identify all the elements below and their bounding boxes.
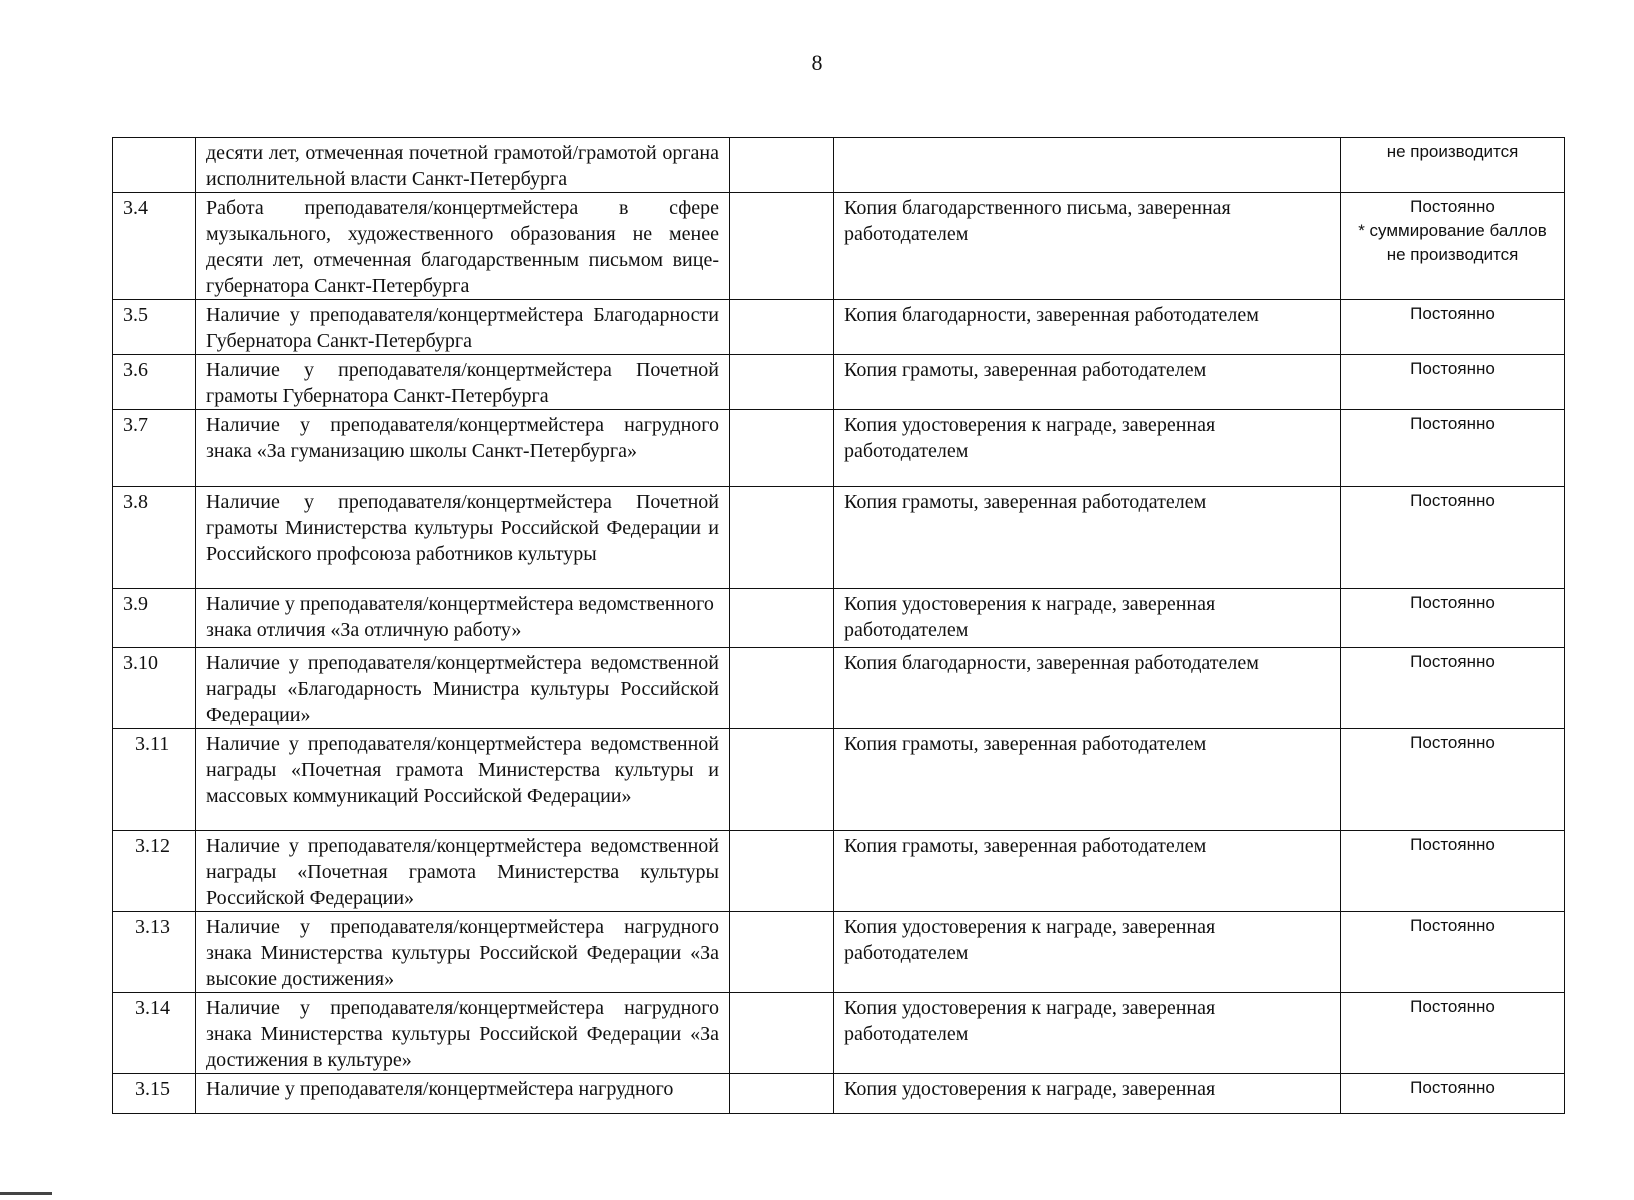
criterion-description: Наличие у преподавателя/концертмейстера ведомственной награды «Благодарность Министра культуры Российской Федерации» <box>196 648 730 729</box>
validity-period <box>1341 300 1565 355</box>
page-number: 8 <box>811 50 823 75</box>
criteria-table <box>112 137 1565 1114</box>
criterion-number: 3.15 <box>113 1074 196 1114</box>
table-row <box>113 831 1565 912</box>
confirming-document: Копия удостоверения к награде, заверенная работодателем <box>834 589 1341 648</box>
validity-period-line: Постоянно <box>1410 593 1495 612</box>
confirming-document: Копия благодарности, заверенная работодателем <box>834 648 1341 729</box>
validity-period-line: Постоянно <box>1410 359 1495 378</box>
criterion-description: Наличие у преподавателя/концертмейстера ведомственной награды «Почетная грамота Министерства культуры и массовых коммуникаций Российской Федерации» <box>196 729 730 831</box>
validity-period <box>1341 912 1565 993</box>
criterion-number: 3.11 <box>113 729 196 831</box>
table-row <box>113 300 1565 355</box>
criterion-number: 3.9 <box>113 589 196 648</box>
confirming-document: Копия благодарности, заверенная работодателем <box>834 300 1341 355</box>
validity-period <box>1341 1074 1565 1114</box>
points-cell <box>730 993 834 1074</box>
table-row <box>113 1074 1565 1114</box>
validity-period-note: * суммирование баллов <box>1358 221 1547 240</box>
points-cell <box>730 648 834 729</box>
criterion-description: Наличие у преподавателя/концертмейстера нагрудного знака Министерства культуры Российской Федерации «За достижения в культуре» <box>196 993 730 1074</box>
table-row <box>113 138 1565 193</box>
criterion-number: 3.8 <box>113 487 196 589</box>
table-row <box>113 993 1565 1074</box>
points-cell <box>730 729 834 831</box>
criterion-description: Работа преподавателя/концертмейстера в сфере музыкального, художественного образования не менее десяти лет, отмеченная благодарственным письмом вице-губернатора Санкт-Петербурга <box>196 193 730 300</box>
criteria-table-body <box>113 138 1565 1114</box>
validity-period <box>1341 831 1565 912</box>
criterion-number: 3.14 <box>113 993 196 1074</box>
table-row <box>113 193 1565 300</box>
points-cell <box>730 1074 834 1114</box>
points-cell <box>730 355 834 410</box>
table-row <box>113 589 1565 648</box>
validity-period <box>1341 589 1565 648</box>
criterion-number: 3.4 <box>113 193 196 300</box>
validity-period <box>1341 410 1565 487</box>
validity-period <box>1341 487 1565 589</box>
table-row <box>113 487 1565 589</box>
validity-period <box>1341 648 1565 729</box>
points-cell <box>730 912 834 993</box>
criterion-description: Наличие у преподавателя/концертмейстера Благодарности Губернатора Санкт-Петербурга <box>196 300 730 355</box>
validity-period-line: Постоянно <box>1410 652 1495 671</box>
table-row <box>113 729 1565 831</box>
table-row <box>113 355 1565 410</box>
validity-period-line: Постоянно <box>1410 491 1495 510</box>
validity-period <box>1341 355 1565 410</box>
validity-period-line: Постоянно <box>1410 304 1495 323</box>
confirming-document: Копия грамоты, заверенная работодателем <box>834 729 1341 831</box>
points-cell <box>730 831 834 912</box>
criterion-number: 3.6 <box>113 355 196 410</box>
points-cell <box>730 589 834 648</box>
validity-period-line: Постоянно <box>1410 197 1495 216</box>
criterion-number: 3.7 <box>113 410 196 487</box>
confirming-document: Копия грамоты, заверенная работодателем <box>834 487 1341 589</box>
confirming-document: Копия грамоты, заверенная работодателем <box>834 355 1341 410</box>
points-cell <box>730 300 834 355</box>
validity-period <box>1341 193 1565 300</box>
criterion-description: Наличие у преподавателя/концертмейстера Почетной грамоты Министерства культуры Российской Федерации и Российского профсоюза работников культуры <box>196 487 730 589</box>
validity-period-line: Постоянно <box>1410 916 1495 935</box>
points-cell <box>730 410 834 487</box>
table-row <box>113 410 1565 487</box>
validity-period-line: Постоянно <box>1410 414 1495 433</box>
confirming-document: Копия удостоверения к награде, заверенная работодателем <box>834 410 1341 487</box>
criterion-number <box>113 138 196 193</box>
criterion-description: Наличие у преподавателя/концертмейстера ведомственной награды «Почетная грамота Министерства культуры Российской Федерации» <box>196 831 730 912</box>
criterion-description: десяти лет, отмеченная почетной грамотой/грамотой органа исполнительной власти Санкт-Петербурга <box>196 138 730 193</box>
validity-period-note: не производится <box>1386 245 1519 264</box>
validity-period <box>1341 993 1565 1074</box>
points-cell <box>730 487 834 589</box>
confirming-document: Копия удостоверения к награде, заверенная работодателем <box>834 912 1341 993</box>
criterion-description: Наличие у преподавателя/концертмейстера нагрудного <box>196 1074 730 1114</box>
criterion-number: 3.5 <box>113 300 196 355</box>
criterion-number: 3.10 <box>113 648 196 729</box>
validity-period-line: Постоянно <box>1410 997 1495 1016</box>
table-row <box>113 648 1565 729</box>
table-row <box>113 912 1565 993</box>
criterion-description: Наличие у преподавателя/концертмейстера Почетной грамоты Губернатора Санкт-Петербурга <box>196 355 730 410</box>
validity-period <box>1341 138 1565 193</box>
criterion-number: 3.12 <box>113 831 196 912</box>
points-cell <box>730 193 834 300</box>
validity-period-line: Постоянно <box>1410 1078 1495 1097</box>
points-cell <box>730 138 834 193</box>
confirming-document: Копия благодарственного письма, заверенная работодателем <box>834 193 1341 300</box>
criterion-number: 3.13 <box>113 912 196 993</box>
validity-period-line: Постоянно <box>1410 733 1495 752</box>
criterion-description: Наличие у преподавателя/концертмейстера нагрудного знака «За гуманизацию школы Санкт-Петербурга» <box>196 410 730 487</box>
confirming-document: Копия грамоты, заверенная работодателем <box>834 831 1341 912</box>
validity-period-line: Постоянно <box>1410 835 1495 854</box>
confirming-document: Копия удостоверения к награде, заверенная <box>834 1074 1341 1114</box>
validity-period <box>1341 729 1565 831</box>
confirming-document: Копия удостоверения к награде, заверенная работодателем <box>834 993 1341 1074</box>
scan-edge-mark <box>0 1192 52 1195</box>
confirming-document <box>834 138 1341 193</box>
criterion-description: Наличие у преподавателя/концертмейстера нагрудного знака Министерства культуры Российской Федерации «За высокие достижения» <box>196 912 730 993</box>
criterion-description: Наличие у преподавателя/концертмейстера ведомственного знака отличия «За отличную работу» <box>196 589 730 648</box>
validity-period-line: не производится <box>1386 142 1519 161</box>
